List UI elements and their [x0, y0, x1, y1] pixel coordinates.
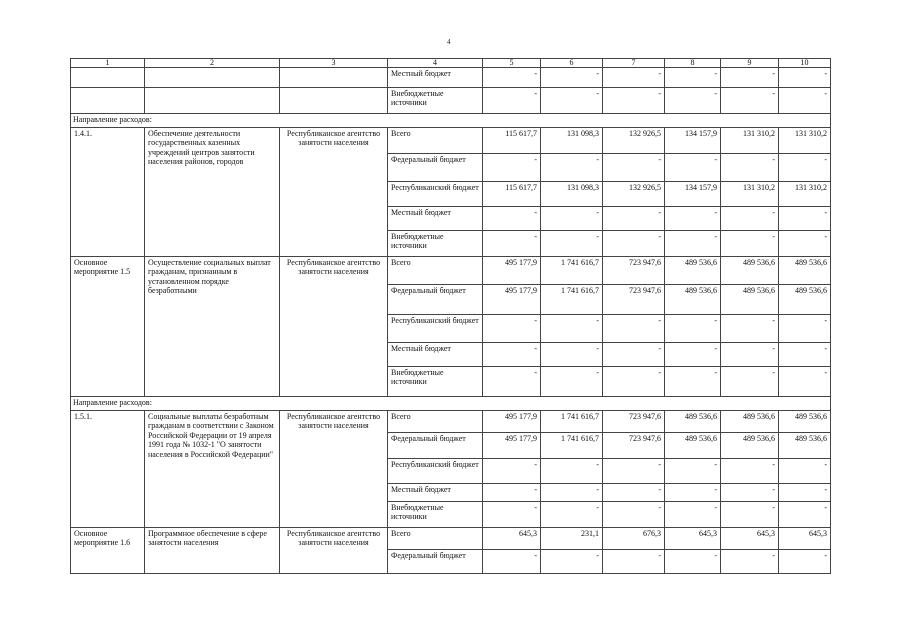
- amount-cell: -: [779, 68, 831, 88]
- amount-cell: -: [603, 88, 665, 114]
- item-description: Осуществление социальных выплат гражданам, признанным в установленном порядке безработными: [145, 257, 280, 397]
- item-description: Обеспечение деятельности государственных казенных учреждений центров занятости населения районов, городов: [145, 128, 280, 257]
- amount-cell: -: [779, 459, 831, 484]
- amount-cell: -: [721, 315, 779, 343]
- funding-source: Внебюджетные источники: [388, 502, 483, 528]
- amount-cell: -: [779, 315, 831, 343]
- amount-cell: 489 536,6: [779, 411, 831, 433]
- amount-cell: 645,3: [779, 528, 831, 550]
- amount-cell: 132 926,5: [603, 128, 665, 154]
- funding-source: Федеральный бюджет: [388, 154, 483, 182]
- table-row: [71, 128, 831, 154]
- amount-cell: -: [541, 484, 603, 502]
- amount-cell: 489 536,6: [721, 433, 779, 459]
- column-number: 7: [603, 59, 665, 68]
- funding-source: Внебюджетные источники: [388, 367, 483, 397]
- amount-cell: -: [603, 502, 665, 528]
- amount-cell: -: [665, 315, 721, 343]
- amount-cell: 131 310,2: [779, 182, 831, 207]
- amount-cell: -: [541, 231, 603, 257]
- funding-source: Местный бюджет: [388, 207, 483, 231]
- amount-cell: -: [721, 459, 779, 484]
- amount-cell: -: [665, 68, 721, 88]
- column-number: 2: [145, 59, 280, 68]
- amount-cell: -: [665, 343, 721, 367]
- amount-cell: 645,3: [721, 528, 779, 550]
- amount-cell: -: [721, 484, 779, 502]
- section-row: [71, 397, 831, 411]
- amount-cell: -: [665, 88, 721, 114]
- amount-cell: 1 741 616,7: [541, 433, 603, 459]
- table-row: [71, 528, 831, 550]
- amount-cell: 495 177,9: [483, 257, 541, 285]
- amount-cell: -: [483, 68, 541, 88]
- amount-cell: -: [665, 207, 721, 231]
- funding-source: Внебюджетные источники: [388, 88, 483, 114]
- amount-cell: -: [603, 315, 665, 343]
- amount-cell: -: [779, 88, 831, 114]
- amount-cell: -: [779, 343, 831, 367]
- amount-cell: 495 177,9: [483, 285, 541, 315]
- amount-cell: -: [721, 343, 779, 367]
- page-number: 4: [447, 38, 451, 46]
- column-number: 6: [541, 59, 603, 68]
- amount-cell: -: [721, 550, 779, 574]
- amount-cell: -: [483, 459, 541, 484]
- table-row: [71, 411, 831, 433]
- funding-source: Внебюджетные источники: [388, 231, 483, 257]
- amount-cell: 495 177,9: [483, 433, 541, 459]
- responsible-agency: Республиканское агентство занятости населения: [280, 411, 388, 528]
- amount-cell: -: [779, 502, 831, 528]
- funding-source: Всего: [388, 528, 483, 550]
- item-description: Социальные выплаты безработным гражданам в соответствии с Законом Российской Федерации от 19 апреля 1991 года № 1032-1 "О занятости населения в Российской Федерации": [145, 411, 280, 528]
- amount-cell: 489 536,6: [779, 433, 831, 459]
- amount-cell: 115 617,7: [483, 182, 541, 207]
- column-number: 3: [280, 59, 388, 68]
- amount-cell: -: [665, 459, 721, 484]
- empty-cell: [71, 88, 145, 114]
- amount-cell: 1 741 616,7: [541, 285, 603, 315]
- column-number: 8: [665, 59, 721, 68]
- amount-cell: 134 157,9: [665, 182, 721, 207]
- amount-cell: -: [483, 231, 541, 257]
- amount-cell: -: [603, 207, 665, 231]
- amount-cell: -: [483, 315, 541, 343]
- amount-cell: -: [779, 367, 831, 397]
- amount-cell: -: [721, 154, 779, 182]
- amount-cell: 115 617,7: [483, 128, 541, 154]
- amount-cell: -: [541, 88, 603, 114]
- responsible-agency: Республиканское агентство занятости населения: [280, 528, 388, 574]
- amount-cell: 1 741 616,7: [541, 411, 603, 433]
- funding-source: Местный бюджет: [388, 343, 483, 367]
- amount-cell: -: [665, 550, 721, 574]
- amount-cell: 131 310,2: [721, 182, 779, 207]
- amount-cell: -: [603, 154, 665, 182]
- column-number: 9: [721, 59, 779, 68]
- item-code: 1.4.1.: [71, 128, 145, 257]
- table-row: [71, 68, 831, 88]
- amount-cell: -: [603, 231, 665, 257]
- responsible-agency: Республиканское агентство занятости населения: [280, 128, 388, 257]
- amount-cell: -: [483, 207, 541, 231]
- amount-cell: -: [483, 343, 541, 367]
- amount-cell: -: [541, 502, 603, 528]
- empty-cell: [145, 68, 280, 88]
- empty-cell: [280, 68, 388, 88]
- table-row: [71, 88, 831, 114]
- amount-cell: -: [779, 154, 831, 182]
- column-number: 4: [388, 59, 483, 68]
- amount-cell: -: [541, 315, 603, 343]
- amount-cell: -: [483, 88, 541, 114]
- empty-cell: [280, 88, 388, 114]
- amount-cell: 489 536,6: [721, 285, 779, 315]
- funding-source: Федеральный бюджет: [388, 433, 483, 459]
- funding-source: Местный бюджет: [388, 68, 483, 88]
- amount-cell: -: [541, 207, 603, 231]
- amount-cell: 134 157,9: [665, 128, 721, 154]
- amount-cell: 723 947,6: [603, 285, 665, 315]
- funding-source: Федеральный бюджет: [388, 550, 483, 574]
- funding-source: Всего: [388, 128, 483, 154]
- amount-cell: -: [483, 502, 541, 528]
- amount-cell: 489 536,6: [721, 411, 779, 433]
- item-code: Основное мероприятие 1.6: [71, 528, 145, 574]
- amount-cell: 723 947,6: [603, 257, 665, 285]
- amount-cell: 489 536,6: [779, 257, 831, 285]
- amount-cell: 131 310,2: [721, 128, 779, 154]
- responsible-agency: Республиканское агентство занятости населения: [280, 257, 388, 397]
- section-label: Направление расходов:: [71, 397, 831, 411]
- amount-cell: -: [665, 502, 721, 528]
- amount-cell: -: [665, 154, 721, 182]
- amount-cell: 723 947,6: [603, 411, 665, 433]
- amount-cell: -: [721, 88, 779, 114]
- amount-cell: 489 536,6: [665, 257, 721, 285]
- amount-cell: -: [603, 550, 665, 574]
- amount-cell: -: [541, 459, 603, 484]
- item-description: Программное обеспечение в сфере занятости населения: [145, 528, 280, 574]
- column-number: 1: [71, 59, 145, 68]
- column-number: 5: [483, 59, 541, 68]
- empty-cell: [145, 88, 280, 114]
- empty-cell: [71, 68, 145, 88]
- amount-cell: 495 177,9: [483, 411, 541, 433]
- section-label: Направление расходов:: [71, 114, 831, 128]
- amount-cell: -: [603, 484, 665, 502]
- amount-cell: -: [483, 367, 541, 397]
- amount-cell: -: [541, 154, 603, 182]
- amount-cell: 645,3: [483, 528, 541, 550]
- section-row: [71, 114, 831, 128]
- amount-cell: -: [483, 550, 541, 574]
- amount-cell: 132 926,5: [603, 182, 665, 207]
- amount-cell: 489 536,6: [665, 285, 721, 315]
- amount-cell: -: [665, 484, 721, 502]
- amount-cell: -: [779, 207, 831, 231]
- amount-cell: -: [483, 154, 541, 182]
- amount-cell: -: [779, 231, 831, 257]
- amount-cell: 1 741 616,7: [541, 257, 603, 285]
- column-number: 10: [779, 59, 831, 68]
- amount-cell: -: [779, 484, 831, 502]
- funding-source: Местный бюджет: [388, 484, 483, 502]
- amount-cell: 489 536,6: [779, 285, 831, 315]
- amount-cell: -: [721, 231, 779, 257]
- budget-table: [70, 58, 831, 574]
- item-code: Основное мероприятие 1.5: [71, 257, 145, 397]
- amount-cell: 131 310,2: [779, 128, 831, 154]
- amount-cell: -: [541, 367, 603, 397]
- amount-cell: 489 536,6: [665, 433, 721, 459]
- funding-source: Всего: [388, 411, 483, 433]
- amount-cell: -: [483, 484, 541, 502]
- amount-cell: 676,3: [603, 528, 665, 550]
- table-row: [71, 257, 831, 285]
- amount-cell: -: [721, 68, 779, 88]
- amount-cell: -: [541, 343, 603, 367]
- amount-cell: 489 536,6: [721, 257, 779, 285]
- amount-cell: -: [603, 367, 665, 397]
- funding-source: Всего: [388, 257, 483, 285]
- amount-cell: -: [541, 68, 603, 88]
- amount-cell: -: [603, 68, 665, 88]
- amount-cell: 645,3: [665, 528, 721, 550]
- amount-cell: -: [721, 207, 779, 231]
- amount-cell: -: [665, 367, 721, 397]
- amount-cell: -: [541, 550, 603, 574]
- item-code: 1.5.1.: [71, 411, 145, 528]
- funding-source: Республиканский бюджет: [388, 459, 483, 484]
- amount-cell: -: [603, 459, 665, 484]
- amount-cell: -: [721, 502, 779, 528]
- funding-source: Федеральный бюджет: [388, 285, 483, 315]
- amount-cell: 489 536,6: [665, 411, 721, 433]
- funding-source: Республиканский бюджет: [388, 315, 483, 343]
- amount-cell: -: [721, 367, 779, 397]
- amount-cell: 723 947,6: [603, 433, 665, 459]
- amount-cell: -: [665, 231, 721, 257]
- amount-cell: -: [603, 343, 665, 367]
- amount-cell: 131 098,3: [541, 182, 603, 207]
- amount-cell: 231,1: [541, 528, 603, 550]
- amount-cell: 131 098,3: [541, 128, 603, 154]
- funding-source: Республиканский бюджет: [388, 182, 483, 207]
- amount-cell: -: [779, 550, 831, 574]
- column-number-row: [71, 59, 831, 68]
